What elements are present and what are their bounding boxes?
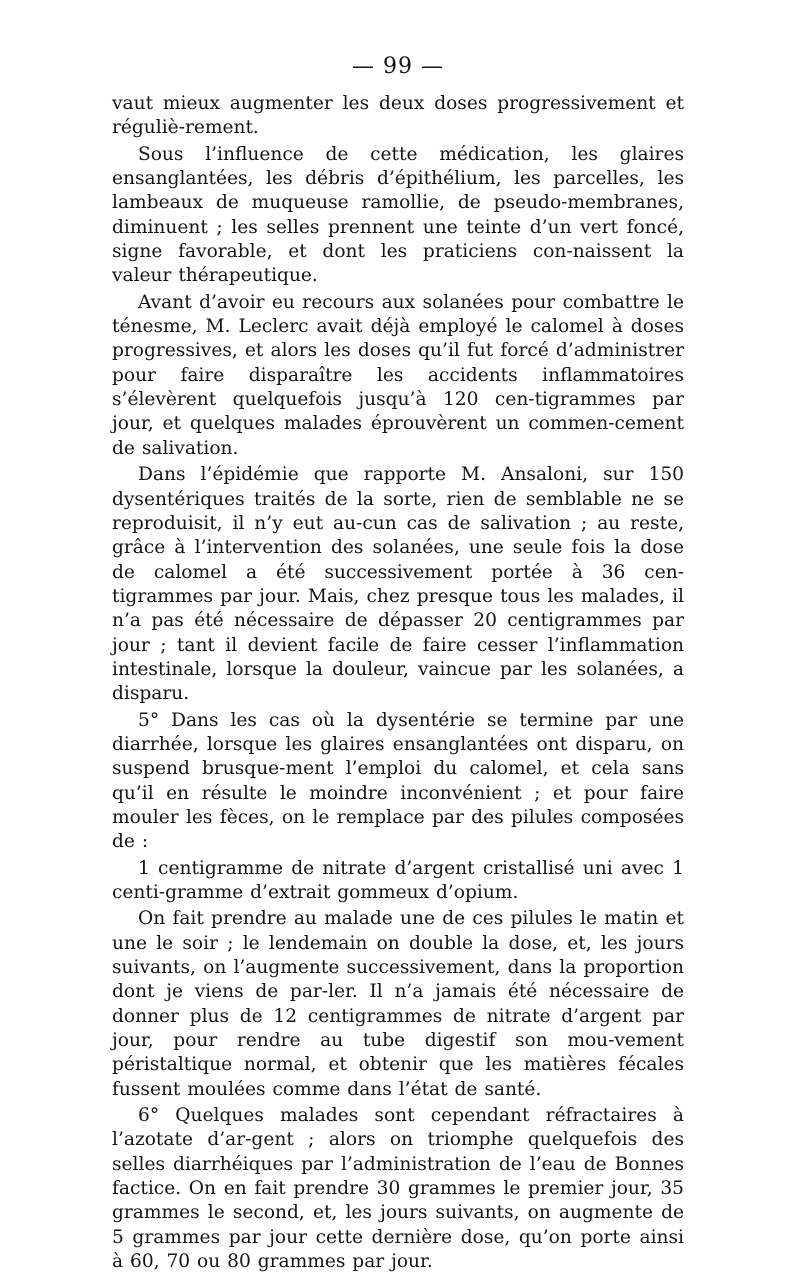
paragraph-continuation: vaut mieux augmenter les deux doses progressivement et réguliè-rement.: [112, 93, 684, 139]
page-number: — 99 —: [352, 54, 444, 79]
paragraph-point-5: 5° Dans les cas où la dysentérie se termine par une diarrhée, lorsque les glaires ensanglantées ont disparu, on suspend brusque-ment l’emploi du calomel, et cela sans qu’il en résulte le moindre inconvénient ; et pour faire mouler les fèces, on le remplace par des pilules composées de :: [112, 709, 684, 853]
book-page: [112, 52, 684, 1277]
paragraph-point-6: 6° Quelques malades sont cependant réfractaires à l’azotate d’ar-gent ; alors on triomphe quelquefois des selles diarrhéiques par l’administration de l’eau de Bonnes factice. On en fait prendre 30 grammes le premier jour, 35 grammes le second, et, les jours suivants, on augmente de 5 grammes par jour cette dernière dose, qu’on porte ainsi à 60, 70 ou 80 grammes par jour.: [112, 1105, 684, 1273]
paragraph-leclerc: Avant d’avoir eu recours aux solanées pour combattre le ténesme, M. Leclerc avait déjà employé le calomel à doses progressives, et alors les doses qu’il fut forcé d’administrer pour faire disparaître les accidents inflammatoires s’élevèrent quelquefois jusqu’à 120 cen-tigrammes par jour, et quelques malades éprouvèrent un commen-cement de salivation.: [112, 291, 684, 459]
paragraph-ansaloni: Dans l’épidémie que rapporte M. Ansaloni, sur 150 dysentériques traités de la sorte, rien de semblable ne se reproduisit, il n’y eut au-cun cas de salivation ; au reste, grâce à l’intervention des solanées, une seule fois la dose de calomel a été successivement portée à 36 cen-tigrammes par jour. Mais, chez presque tous les malades, il n’a pas été nécessaire de dépasser 20 centigrammes par jour ; tant il devient facile de faire cesser l’inflammation intestinale, lorsque la douleur, vaincue par les solanées, a disparu.: [112, 464, 684, 705]
paragraph-pill-formula: 1 centigramme de nitrate d’argent cristallisé uni avec 1 centi-gramme d’extrait gommeux d’opium.: [112, 857, 684, 903]
paragraph-dosage: On fait prendre au malade une de ces pilules le matin et une le soir ; le lendemain on double la dose, et, les jours suivants, on l’augmente successivement, dans la proportion dont je viens de par-ler. Il n’a jamais été nécessaire de donner plus de 12 centigrammes de nitrate d’argent par jour, pour rendre au tube digestif son mou-vement péristaltique normal, et obtenir que les matières fécales fussent moulées comme dans l’état de santé.: [112, 908, 684, 1100]
paragraph-influence: Sous l’influence de cette médication, les glaires ensanglantées, les débris d’épithélium, les parcelles, les lambeaux de muqueuse ramollie, de pseudo-membranes, diminuent ; les selles prennent une teinte d’un vert foncé, signe favorable, et dont les praticiens con-naissent la valeur thérapeutique.: [112, 143, 684, 287]
